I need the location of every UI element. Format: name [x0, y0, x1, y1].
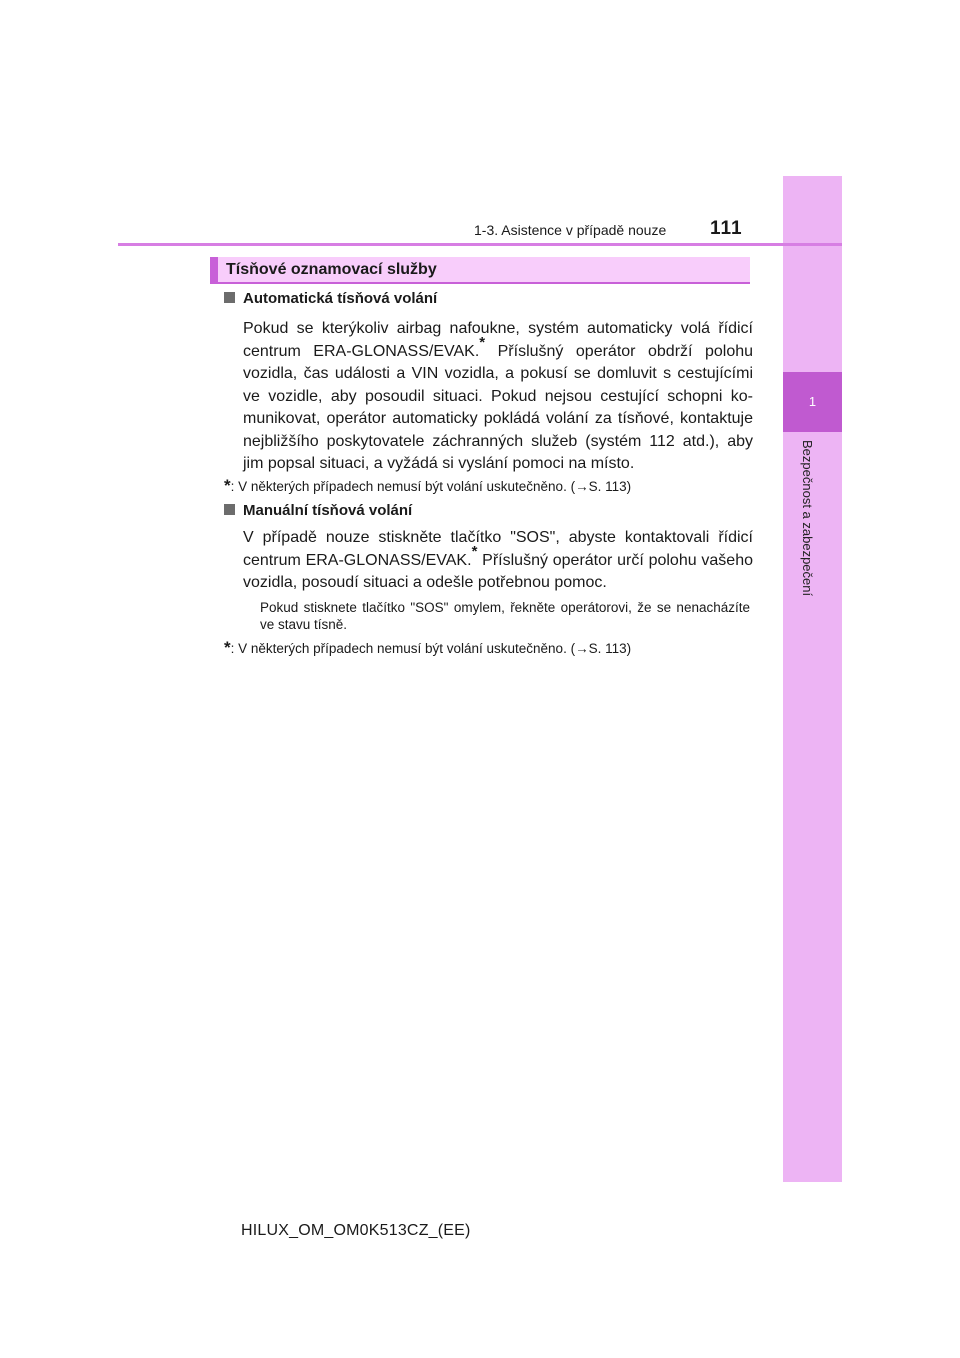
page-number: 111 [710, 218, 743, 239]
chapter-sidebar [783, 176, 842, 1182]
manual-call-note: Pokud stisknete tlačítko "SOS" omylem, řekněte operátorovi, že se nenacházíte ve stavu tísně. [260, 600, 750, 632]
auto-call-heading [224, 290, 437, 307]
auto-call-paragraph [243, 318, 753, 476]
section-reference: 1-3. Asistence v případě nouze [474, 222, 667, 238]
auto-call-heading-text: Automatická tísňová volání [243, 290, 438, 307]
manual-call-footnote [224, 638, 631, 658]
manual-call-footnote-text: : V některých případech nemusí být volání uskutečněno. (→S. 113) [230, 641, 632, 656]
document-code: HILUX_OM_OM0K513CZ_(EE) [241, 1222, 471, 1239]
auto-call-footnote-text: : V některých případech nemusí být volání uskutečněno. (→S. 113) [230, 479, 632, 494]
auto-call-text-b: Příslušný operátor obdrží polohu vozidla, čas události a VIN vozidla, a pokusí se domluvit s cestujícími ve vozidle, aby posoudil situaci. Pokud nejsou cestující schopni komunikovat, operátor automaticky pokládá volání za tísňové, kontaktuje nejbližšího poskytovatele záchranných služeb (systém 112 atd.), aby jim popsal situaci, a vyžádá si vyslání pomoci na místo. [243, 342, 754, 472]
footnote-star-mark: * [479, 334, 486, 352]
footnote-star: * [224, 638, 231, 657]
header-rule [118, 243, 842, 246]
manual-call-paragraph [243, 527, 753, 595]
manual-call-heading-text: Manuální tísňová volání [243, 502, 413, 519]
manual-call-text-a: V případě nouze stiskněte tlačítko "SOS", abyste kontaktovali řídicí centrum ERA-GLONASS/EVAK. [243, 529, 753, 569]
chapter-title: Bezpečnost a zabezpečení [800, 440, 815, 597]
footnote-star-mark: * [471, 543, 478, 561]
section-title: Tísňové oznamovací služby [210, 257, 750, 284]
manual-call-heading [224, 502, 412, 519]
square-bullet-icon [224, 292, 235, 303]
chapter-tab [783, 372, 842, 432]
auto-call-footnote [224, 476, 631, 496]
footnote-star: * [224, 476, 231, 495]
square-bullet-icon [224, 504, 235, 515]
auto-call-text-a: Pokud se kterýkoliv airbag nafoukne, systém automaticky volá řídicí centrum ERA-GLONASS/EVAK. [243, 320, 753, 360]
chapter-number: 1 [808, 394, 817, 409]
manual-call-text-b: Příslušný operátor určí polohu vašeho vozidla, posoudí situaci a odešle potřebnou pomoc. [243, 551, 754, 591]
